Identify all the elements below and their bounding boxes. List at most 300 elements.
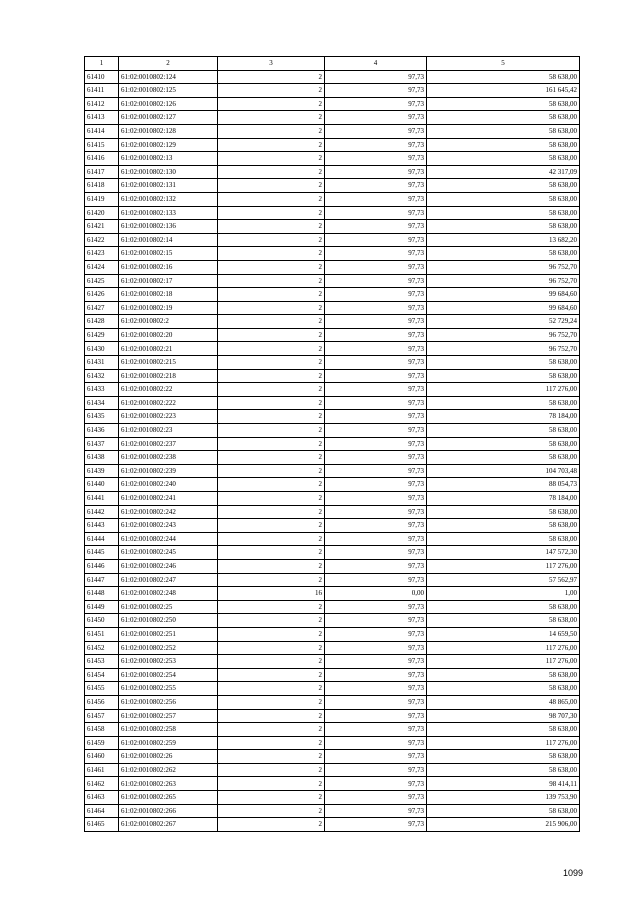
rate-cell: 97,73 [325,763,427,777]
table-row [85,383,580,397]
code-cell: 2 [218,546,325,560]
table-row [85,165,580,179]
rate-cell: 97,73 [325,328,427,342]
data-table [84,56,580,832]
rate-cell: 0,00 [325,587,427,601]
cadastral-number-cell: 61:02:0010802:262 [119,763,218,777]
cadastral-number-cell: 61:02:0010802:238 [119,451,218,465]
table-row [85,818,580,832]
cadastral-number-cell: 61:02:0010802:223 [119,410,218,424]
value-cell: 117 276,00 [427,559,580,573]
table-row [85,750,580,764]
value-cell: 99 684,60 [427,288,580,302]
code-cell: 2 [218,478,325,492]
row-number-cell: 61421 [85,220,119,234]
row-number-cell: 61417 [85,165,119,179]
code-cell: 2 [218,274,325,288]
code-cell: 2 [218,288,325,302]
table-row [85,396,580,410]
cadastral-number-cell: 61:02:0010802:215 [119,356,218,370]
value-cell: 58 638,00 [427,369,580,383]
row-number-cell: 61446 [85,559,119,573]
code-cell: 2 [218,641,325,655]
row-number-cell: 61427 [85,301,119,315]
column-header-5: 5 [427,57,580,71]
code-cell: 2 [218,206,325,220]
table-row [85,492,580,506]
rate-cell: 97,73 [325,97,427,111]
value-cell: 117 276,00 [427,383,580,397]
value-cell: 58 638,00 [427,124,580,138]
row-number-cell: 61426 [85,288,119,302]
cadastral-number-cell: 61:02:0010802:222 [119,396,218,410]
table-row [85,791,580,805]
rate-cell: 97,73 [325,233,427,247]
value-cell: 58 638,00 [427,750,580,764]
value-cell: 58 638,00 [427,97,580,111]
rate-cell: 97,73 [325,668,427,682]
table-row [85,437,580,451]
row-number-cell: 61410 [85,70,119,84]
row-number-cell: 61436 [85,424,119,438]
row-number-cell: 61455 [85,682,119,696]
row-number-cell: 61422 [85,233,119,247]
table-row [85,124,580,138]
row-number-cell: 61434 [85,396,119,410]
value-cell: 117 276,00 [427,641,580,655]
rate-cell: 97,73 [325,342,427,356]
cadastral-number-cell: 61:02:0010802:136 [119,220,218,234]
code-cell: 2 [218,220,325,234]
table-row [85,559,580,573]
rate-cell: 97,73 [325,274,427,288]
table-row [85,777,580,791]
rate-cell: 97,73 [325,301,427,315]
value-cell: 58 638,00 [427,505,580,519]
cadastral-number-cell: 61:02:0010802:248 [119,587,218,601]
value-cell: 58 638,00 [427,763,580,777]
value-cell: 161 645,42 [427,84,580,98]
rate-cell: 97,73 [325,315,427,329]
code-cell: 2 [218,70,325,84]
page-number: 1099 [562,868,583,878]
code-cell: 2 [218,192,325,206]
code-cell: 2 [218,818,325,832]
code-cell: 2 [218,260,325,274]
value-cell: 88 054,73 [427,478,580,492]
cadastral-number-cell: 61:02:0010802:19 [119,301,218,315]
code-cell: 2 [218,396,325,410]
row-number-cell: 61438 [85,451,119,465]
table-row [85,356,580,370]
code-cell: 2 [218,668,325,682]
code-cell: 2 [218,763,325,777]
rate-cell: 97,73 [325,424,427,438]
code-cell: 2 [218,777,325,791]
rate-cell: 97,73 [325,559,427,573]
cadastral-number-cell: 61:02:0010802:21 [119,342,218,356]
table-row [85,138,580,152]
cadastral-number-cell: 61:02:0010802:25 [119,600,218,614]
cadastral-number-cell: 61:02:0010802:267 [119,818,218,832]
rate-cell: 97,73 [325,369,427,383]
row-number-cell: 61448 [85,587,119,601]
cadastral-number-cell: 61:02:0010802:14 [119,233,218,247]
table-row [85,152,580,166]
value-cell: 13 682,20 [427,233,580,247]
rate-cell: 97,73 [325,695,427,709]
row-number-cell: 61461 [85,763,119,777]
table-row [85,641,580,655]
row-number-cell: 61456 [85,695,119,709]
table-row [85,519,580,533]
rate-cell: 97,73 [325,546,427,560]
rate-cell: 97,73 [325,804,427,818]
row-number-cell: 61431 [85,356,119,370]
row-number-cell: 61442 [85,505,119,519]
cadastral-number-cell: 61:02:0010802:244 [119,532,218,546]
code-cell: 2 [218,138,325,152]
rate-cell: 97,73 [325,505,427,519]
table-row [85,627,580,641]
table-row [85,655,580,669]
row-number-cell: 61439 [85,464,119,478]
code-cell: 2 [218,97,325,111]
row-number-cell: 61420 [85,206,119,220]
cadastral-number-cell: 61:02:0010802:17 [119,274,218,288]
value-cell: 58 638,00 [427,723,580,737]
row-number-cell: 61464 [85,804,119,818]
row-number-cell: 61454 [85,668,119,682]
row-number-cell: 61453 [85,655,119,669]
table-row [85,763,580,777]
cadastral-number-cell: 61:02:0010802:263 [119,777,218,791]
cadastral-number-cell: 61:02:0010802:23 [119,424,218,438]
rate-cell: 97,73 [325,492,427,506]
code-cell: 2 [218,84,325,98]
cadastral-number-cell: 61:02:0010802:252 [119,641,218,655]
table-row [85,695,580,709]
rate-cell: 97,73 [325,396,427,410]
value-cell: 147 572,30 [427,546,580,560]
code-cell: 2 [218,519,325,533]
value-cell: 42 317,09 [427,165,580,179]
value-cell: 52 729,24 [427,315,580,329]
rate-cell: 97,73 [325,437,427,451]
value-cell: 58 638,00 [427,519,580,533]
table-row [85,709,580,723]
value-cell: 58 638,00 [427,111,580,125]
code-cell: 2 [218,723,325,737]
table-row [85,301,580,315]
table-row [85,328,580,342]
code-cell: 2 [218,627,325,641]
table-row [85,111,580,125]
table-row [85,424,580,438]
value-cell: 58 638,00 [427,70,580,84]
cadastral-number-cell: 61:02:0010802:245 [119,546,218,560]
row-number-cell: 61445 [85,546,119,560]
rate-cell: 97,73 [325,152,427,166]
cadastral-number-cell: 61:02:0010802:241 [119,492,218,506]
code-cell: 16 [218,587,325,601]
value-cell: 117 276,00 [427,655,580,669]
row-number-cell: 61435 [85,410,119,424]
cadastral-number-cell: 61:02:0010802:131 [119,179,218,193]
row-number-cell: 61451 [85,627,119,641]
value-cell: 58 638,00 [427,451,580,465]
rate-cell: 97,73 [325,70,427,84]
cadastral-number-cell: 61:02:0010802:218 [119,369,218,383]
cadastral-number-cell: 61:02:0010802:237 [119,437,218,451]
table-row [85,546,580,560]
rate-cell: 97,73 [325,192,427,206]
table-row [85,505,580,519]
cadastral-number-cell: 61:02:0010802:20 [119,328,218,342]
code-cell: 2 [218,559,325,573]
code-cell: 2 [218,695,325,709]
row-number-cell: 61416 [85,152,119,166]
row-number-cell: 61412 [85,97,119,111]
value-cell: 58 638,00 [427,192,580,206]
row-number-cell: 61413 [85,111,119,125]
code-cell: 2 [218,383,325,397]
rate-cell: 97,73 [325,451,427,465]
rate-cell: 97,73 [325,791,427,805]
rate-cell: 97,73 [325,179,427,193]
code-cell: 2 [218,111,325,125]
value-cell: 58 638,00 [427,247,580,261]
code-cell: 2 [218,655,325,669]
cadastral-number-cell: 61:02:0010802:127 [119,111,218,125]
row-number-cell: 61460 [85,750,119,764]
row-number-cell: 61425 [85,274,119,288]
column-header-3: 3 [218,57,325,71]
cadastral-number-cell: 61:02:0010802:247 [119,573,218,587]
table-row [85,84,580,98]
code-cell: 2 [218,179,325,193]
column-header-2: 2 [119,57,218,71]
rate-cell: 97,73 [325,410,427,424]
column-header-1: 1 [85,57,119,71]
row-number-cell: 61458 [85,723,119,737]
value-cell: 48 865,00 [427,695,580,709]
value-cell: 58 638,00 [427,424,580,438]
rate-cell: 97,73 [325,138,427,152]
cadastral-number-cell: 61:02:0010802:250 [119,614,218,628]
code-cell: 2 [218,328,325,342]
cadastral-number-cell: 61:02:0010802:257 [119,709,218,723]
rate-cell: 97,73 [325,356,427,370]
row-number-cell: 61423 [85,247,119,261]
rate-cell: 97,73 [325,464,427,478]
value-cell: 215 906,00 [427,818,580,832]
code-cell: 2 [218,614,325,628]
value-cell: 104 703,48 [427,464,580,478]
cadastral-number-cell: 61:02:0010802:265 [119,791,218,805]
row-number-cell: 61419 [85,192,119,206]
row-number-cell: 61411 [85,84,119,98]
table-row [85,206,580,220]
row-number-cell: 61450 [85,614,119,628]
value-cell: 96 752,70 [427,274,580,288]
table-row [85,587,580,601]
rate-cell: 97,73 [325,777,427,791]
value-cell: 58 638,00 [427,206,580,220]
code-cell: 2 [218,600,325,614]
cadastral-number-cell: 61:02:0010802:239 [119,464,218,478]
table-row [85,192,580,206]
table-row [85,315,580,329]
code-cell: 2 [218,165,325,179]
cadastral-number-cell: 61:02:0010802:16 [119,260,218,274]
table-row [85,668,580,682]
table-row [85,600,580,614]
cadastral-number-cell: 61:02:0010802:254 [119,668,218,682]
value-cell: 139 753,90 [427,791,580,805]
table-row [85,736,580,750]
table-row [85,260,580,274]
row-number-cell: 61415 [85,138,119,152]
cadastral-number-cell: 61:02:0010802:253 [119,655,218,669]
value-cell: 1,00 [427,587,580,601]
cadastral-number-cell: 61:02:0010802:2 [119,315,218,329]
value-cell: 58 638,00 [427,600,580,614]
table-row [85,410,580,424]
value-cell: 58 638,00 [427,152,580,166]
value-cell: 58 638,00 [427,138,580,152]
cadastral-number-cell: 61:02:0010802:266 [119,804,218,818]
row-number-cell: 61424 [85,260,119,274]
code-cell: 2 [218,437,325,451]
value-cell: 58 638,00 [427,179,580,193]
table-row [85,451,580,465]
code-cell: 2 [218,233,325,247]
code-cell: 2 [218,492,325,506]
rate-cell: 97,73 [325,682,427,696]
table-row [85,288,580,302]
value-cell: 58 638,00 [427,356,580,370]
row-number-cell: 61444 [85,532,119,546]
code-cell: 2 [218,791,325,805]
row-number-cell: 61449 [85,600,119,614]
cadastral-number-cell: 61:02:0010802:13 [119,152,218,166]
value-cell: 58 638,00 [427,220,580,234]
rate-cell: 97,73 [325,818,427,832]
table-row [85,804,580,818]
table-row [85,97,580,111]
code-cell: 2 [218,301,325,315]
value-cell: 58 638,00 [427,668,580,682]
code-cell: 2 [218,424,325,438]
row-number-cell: 61414 [85,124,119,138]
table-row [85,233,580,247]
cadastral-number-cell: 61:02:0010802:133 [119,206,218,220]
row-number-cell: 61452 [85,641,119,655]
row-number-cell: 61457 [85,709,119,723]
cadastral-number-cell: 61:02:0010802:126 [119,97,218,111]
rate-cell: 97,73 [325,600,427,614]
value-cell: 96 752,70 [427,260,580,274]
cadastral-number-cell: 61:02:0010802:128 [119,124,218,138]
rate-cell: 97,73 [325,736,427,750]
row-number-cell: 61443 [85,519,119,533]
cadastral-number-cell: 61:02:0010802:129 [119,138,218,152]
row-number-cell: 61429 [85,328,119,342]
rate-cell: 97,73 [325,532,427,546]
row-number-cell: 61463 [85,791,119,805]
cadastral-number-cell: 61:02:0010802:130 [119,165,218,179]
value-cell: 58 638,00 [427,532,580,546]
value-cell: 78 184,00 [427,410,580,424]
code-cell: 2 [218,451,325,465]
cadastral-number-cell: 61:02:0010802:125 [119,84,218,98]
table-row [85,274,580,288]
row-number-cell: 61432 [85,369,119,383]
cadastral-number-cell: 61:02:0010802:251 [119,627,218,641]
rate-cell: 97,73 [325,478,427,492]
row-number-cell: 61440 [85,478,119,492]
table-row [85,532,580,546]
rate-cell: 97,73 [325,165,427,179]
cadastral-number-cell: 61:02:0010802:258 [119,723,218,737]
cadastral-number-cell: 61:02:0010802:18 [119,288,218,302]
cadastral-number-cell: 61:02:0010802:256 [119,695,218,709]
rate-cell: 97,73 [325,709,427,723]
code-cell: 2 [218,532,325,546]
table-row [85,464,580,478]
value-cell: 14 659,50 [427,627,580,641]
code-cell: 2 [218,152,325,166]
row-number-cell: 61428 [85,315,119,329]
value-cell: 58 638,00 [427,614,580,628]
cadastral-number-cell: 61:02:0010802:240 [119,478,218,492]
value-cell: 98 707,30 [427,709,580,723]
value-cell: 99 684,60 [427,301,580,315]
code-cell: 2 [218,682,325,696]
rate-cell: 97,73 [325,614,427,628]
rate-cell: 97,73 [325,206,427,220]
row-number-cell: 61430 [85,342,119,356]
cadastral-number-cell: 61:02:0010802:22 [119,383,218,397]
value-cell: 58 638,00 [427,682,580,696]
table-row [85,682,580,696]
table-row [85,179,580,193]
rate-cell: 97,73 [325,84,427,98]
code-cell: 2 [218,736,325,750]
rate-cell: 97,73 [325,750,427,764]
table-row [85,369,580,383]
cadastral-number-cell: 61:02:0010802:246 [119,559,218,573]
cadastral-number-cell: 61:02:0010802:255 [119,682,218,696]
header-row [85,57,580,71]
table-row [85,247,580,261]
code-cell: 2 [218,410,325,424]
rate-cell: 97,73 [325,247,427,261]
rate-cell: 97,73 [325,288,427,302]
rate-cell: 97,73 [325,111,427,125]
rate-cell: 97,73 [325,627,427,641]
row-number-cell: 61465 [85,818,119,832]
cadastral-number-cell: 61:02:0010802:15 [119,247,218,261]
rate-cell: 97,73 [325,573,427,587]
rate-cell: 97,73 [325,723,427,737]
value-cell: 58 638,00 [427,396,580,410]
table-row [85,478,580,492]
rate-cell: 97,73 [325,641,427,655]
value-cell: 58 638,00 [427,437,580,451]
rate-cell: 97,73 [325,655,427,669]
